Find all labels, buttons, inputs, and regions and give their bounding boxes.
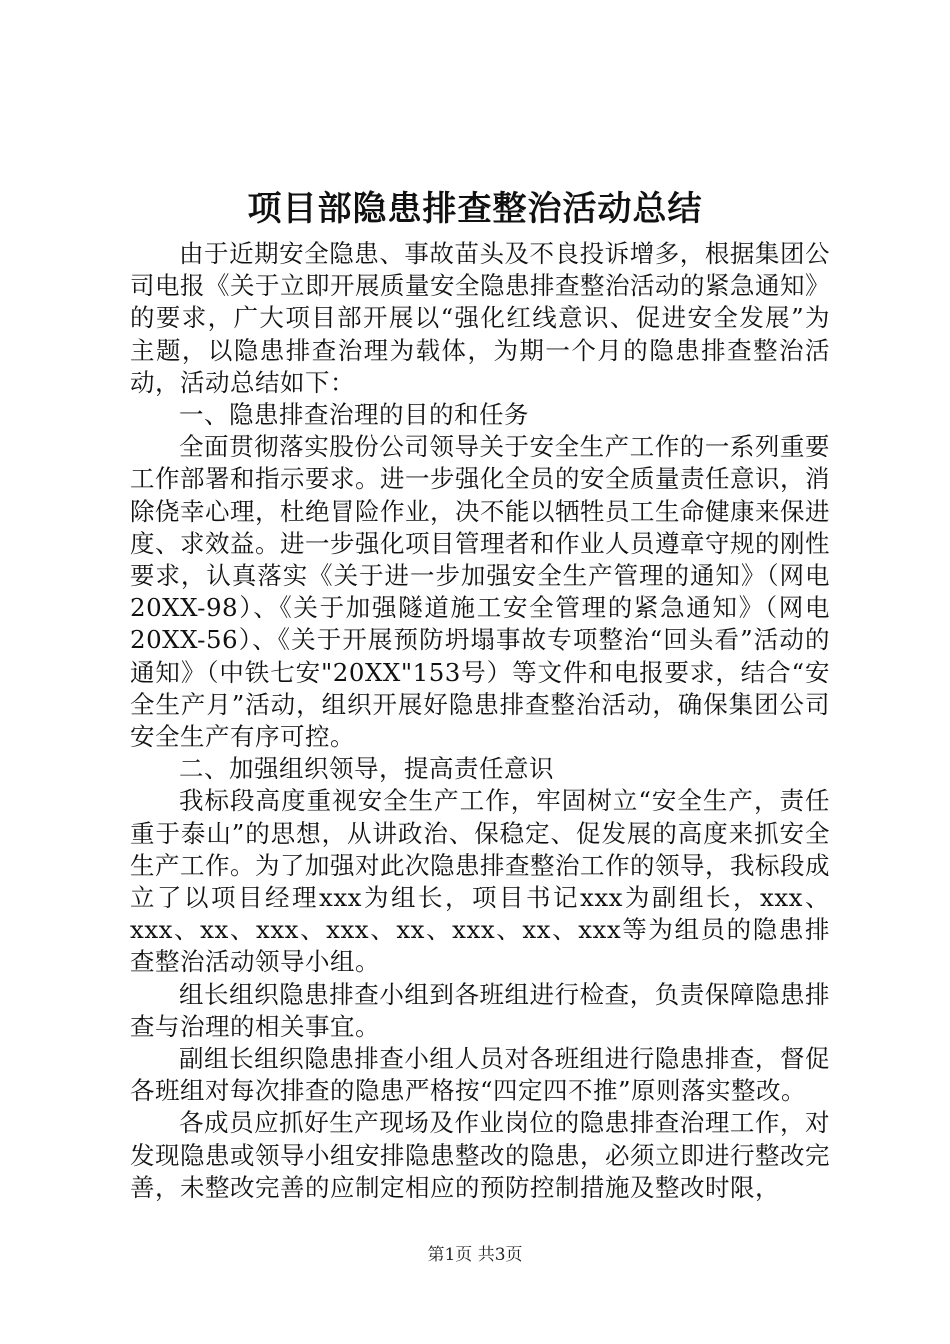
- section-1-paragraph: 全面贯彻落实股份公司领导关于安全生产工作的一系列重要工作部署和指示要求。进一步强化全员的安全质量责任意识，消除侥幸心理，杜绝冒险作业，决不能以牺牲员工生命健康来保进度、求效益。进一步强化项目管理者和作业人员遵章守规的刚性要求，认真落实《关于进一步加强安全生产管理的通知》（网电20XX-98）、《关于加强隧道施工安全管理的紧急通知》（网电20XX-56）、《关于开展预防坍塌事故专项整治“回头看”活动的通知》（中铁七安"20XX"153号）等文件和电报要求，结合“安全生产月”活动，组织开展好隐患排查整治活动，确保集团公司安全生产有序可控。: [130, 432, 830, 752]
- document-title: 项目部隐患排查整治活动总结: [247, 189, 703, 229]
- page-number-footer: 第1页 共3页: [427, 1245, 523, 1265]
- leader-duty-paragraph: 组长组织隐患排查小组到各班组进行检查，负责保障隐患排查与治理的相关事宜。: [130, 979, 830, 1041]
- section-heading-1: 一、隐患排查治理的目的和任务: [179, 400, 529, 430]
- intro-paragraph: 由于近期安全隐患、事故苗头及不良投诉增多，根据集团公司电报《关于立即开展质量安全隐患排查整治活动的紧急通知》的要求，广大项目部开展以“强化红线意识、促进安全发展”为主题，以隐患排查治理为载体，为期一个月的隐患排查整治活动，活动总结如下：: [130, 239, 830, 397]
- member-duty-paragraph: 各成员应抓好生产现场及作业岗位的隐患排查治理工作，对发现隐患或领导小组安排隐患整改的隐患，必须立即进行整改完善，未整改完善的应制定相应的预防控制措施及整改时限，: [130, 1108, 830, 1202]
- document-body: [130, 238, 830, 1204]
- section-2-paragraph: 我标段高度重视安全生产工作，牢固树立“安全生产，责任重于泰山”的思想，从讲政治、保稳定、促发展的高度来抓安全生产工作。为了加强对此次隐患排查整治工作的领导，我标段成立了以项目经理xxx为组长，项目书记xxx为副组长，xxx、xxx、xx、xxx、xxx、xx、xxx、xx、xxx等为组员的隐患排查整治活动领导小组。: [130, 786, 830, 977]
- section-heading-2: 二、加强组织领导，提高责任意识: [179, 754, 554, 784]
- deputy-leader-duty-paragraph: 副组长组织隐患排查小组人员对各班组进行隐患排查，督促各班组对每次排查的隐患严格按“四定四不推”原则落实整改。: [130, 1044, 830, 1106]
